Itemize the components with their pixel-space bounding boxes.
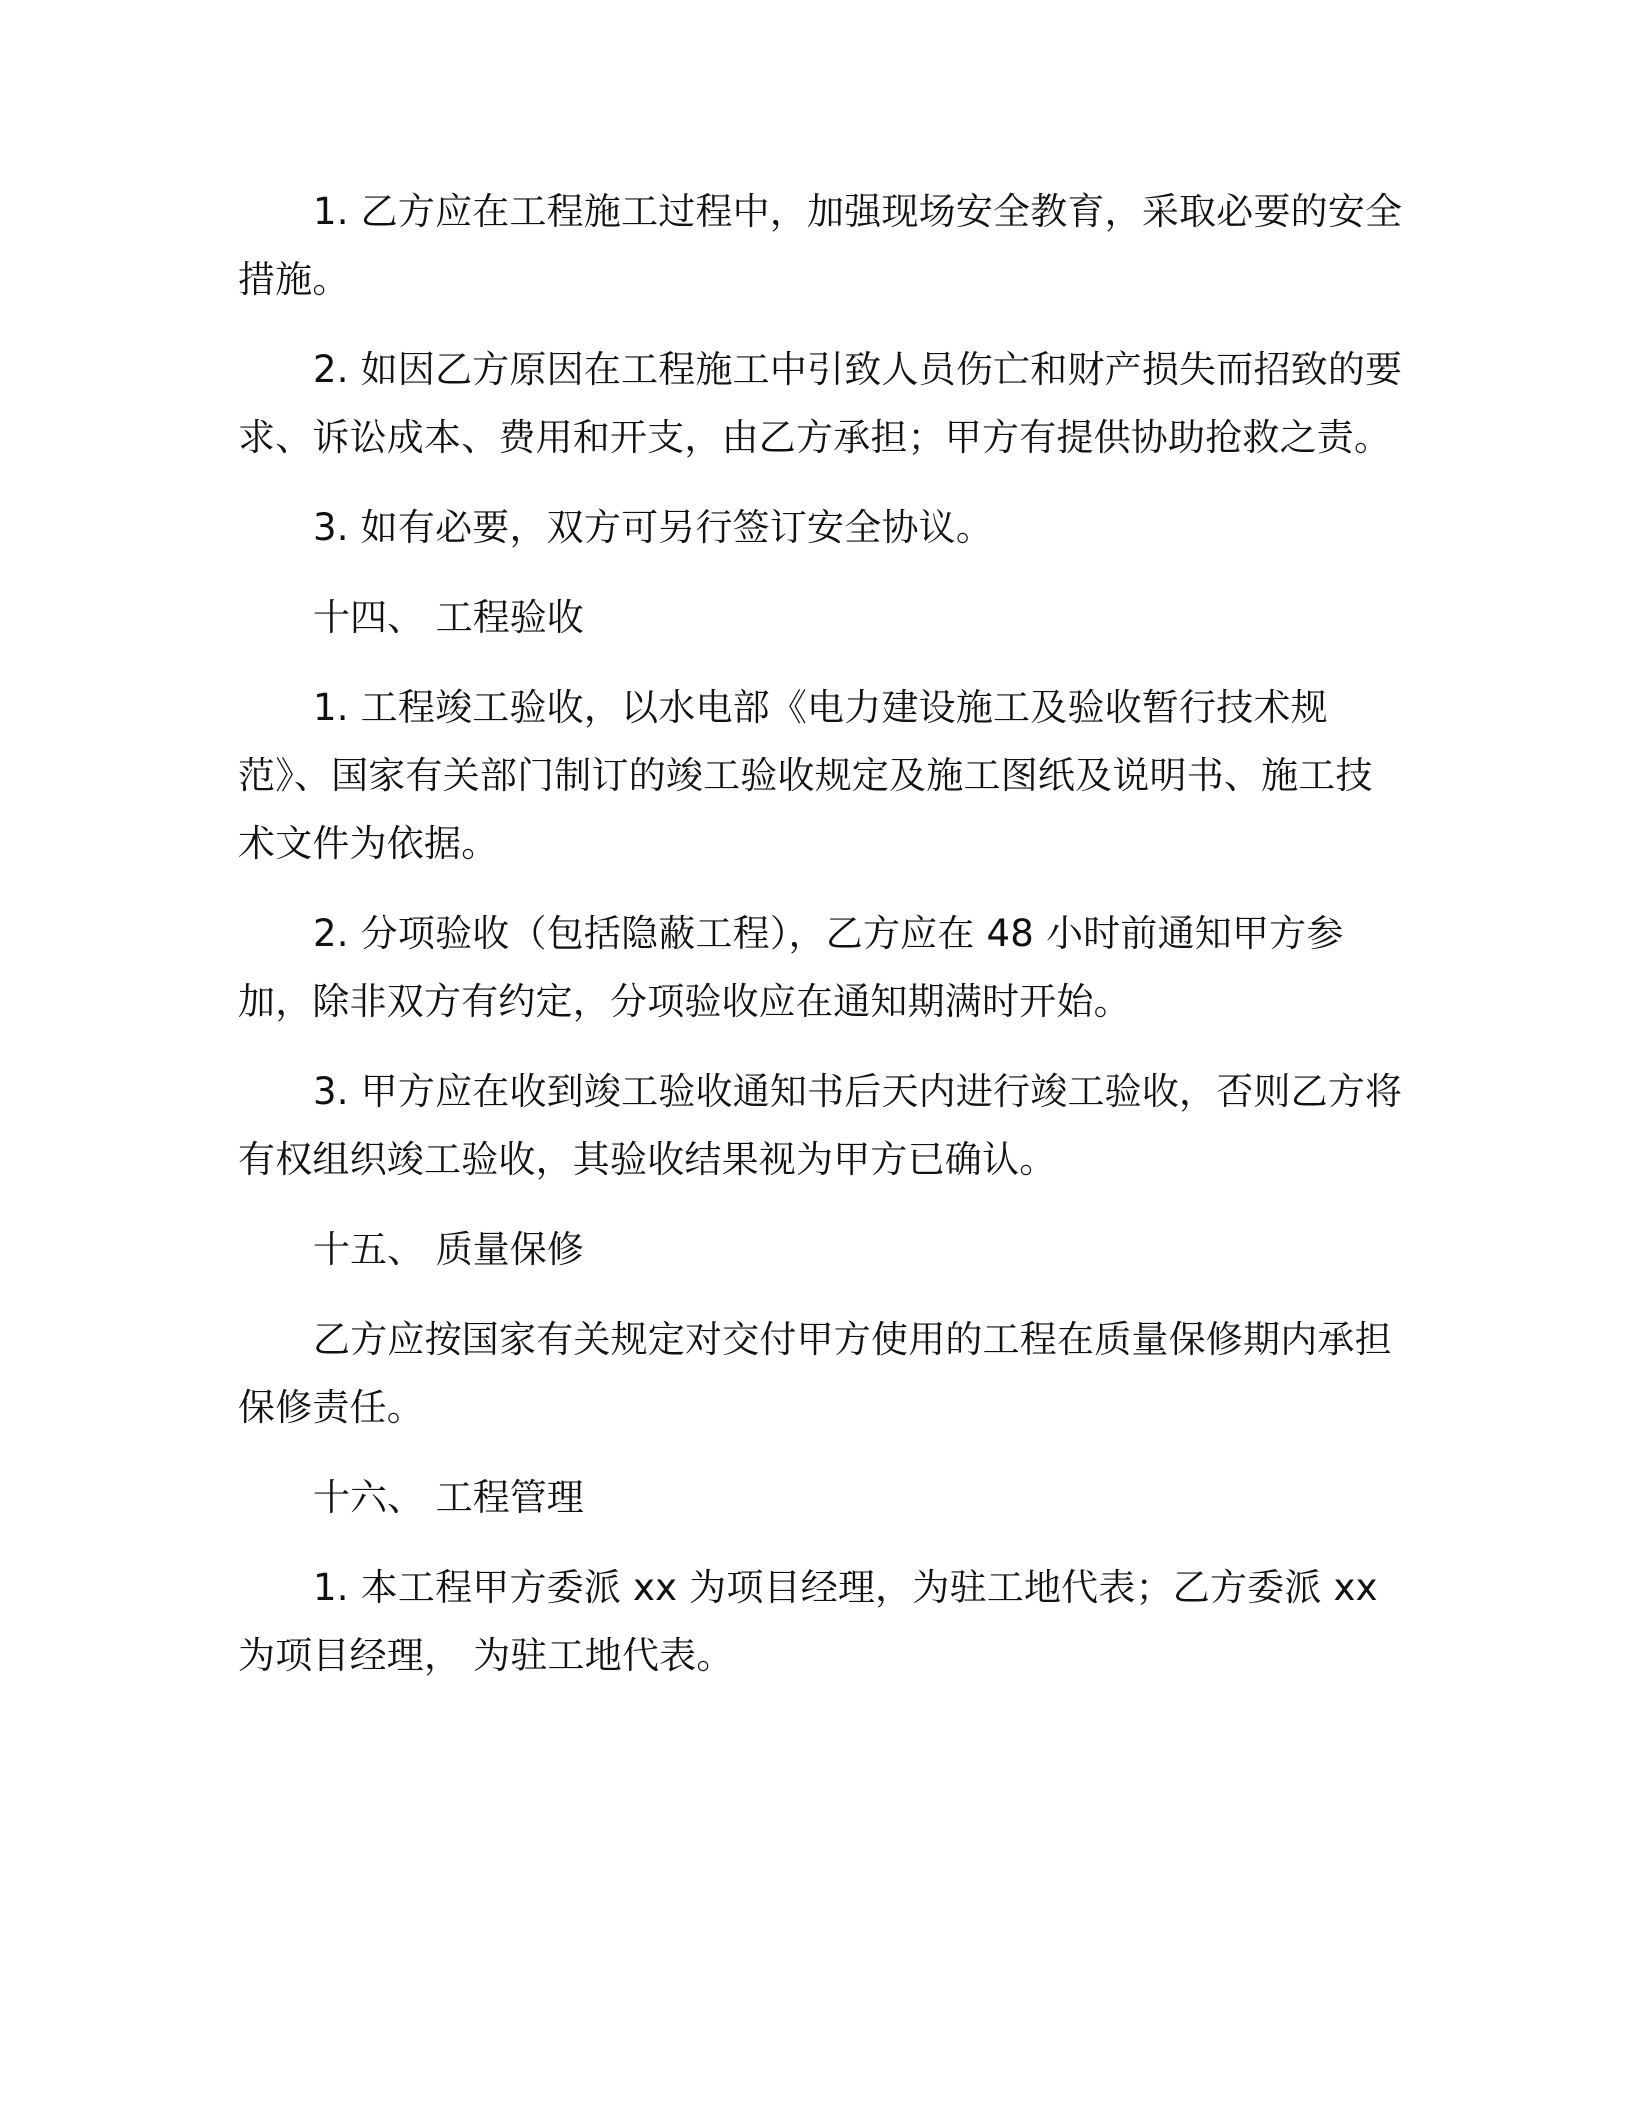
clause-acceptance-1: 1. 工程竣工验收，以水电部《电力建设施工及验收暂行技术规范》、国家有关部门制订的竣工验收规定及施工图纸及说明书、施工技术文件为依据。 [238,686,1373,865]
section-heading-management: 十六、 工程管理 [313,1476,584,1519]
document-body [238,178,1403,1712]
section-heading-acceptance: 十四、 工程验收 [313,596,584,639]
clause-safety-2: 2. 如因乙方原因在工程施工中引致人员伤亡和财产损失而招致的要求、诉讼成本、费用和开支，由乙方承担；甲方有提供协助抢救之责。 [238,348,1403,459]
clause-acceptance-2: 2. 分项验收（包括隐蔽工程），乙方应在 48 小时前通知甲方参加，除非双方有约定，分项验收应在通知期满时开始。 [238,912,1344,1023]
clause-warranty: 乙方应按国家有关规定对交付甲方使用的工程在质量保修期内承担保修责任。 [238,1318,1392,1429]
clause-management-1: 1. 本工程甲方委派 xx 为项目经理，为驻工地代表；乙方委派 xx 为项目经理， 为驻工地代表。 [238,1566,1378,1677]
section-heading-warranty: 十五、 质量保修 [313,1228,584,1271]
clause-safety-3: 3. 如有必要，双方可另行签订安全协议。 [313,506,994,549]
clause-safety-1: 1. 乙方应在工程施工过程中，加强现场安全教育，采取必要的安全措施。 [238,190,1403,301]
clause-acceptance-3: 3. 甲方应在收到竣工验收通知书后天内进行竣工验收，否则乙方将有权组织竣工验收，其验收结果视为甲方已确认。 [238,1070,1403,1181]
